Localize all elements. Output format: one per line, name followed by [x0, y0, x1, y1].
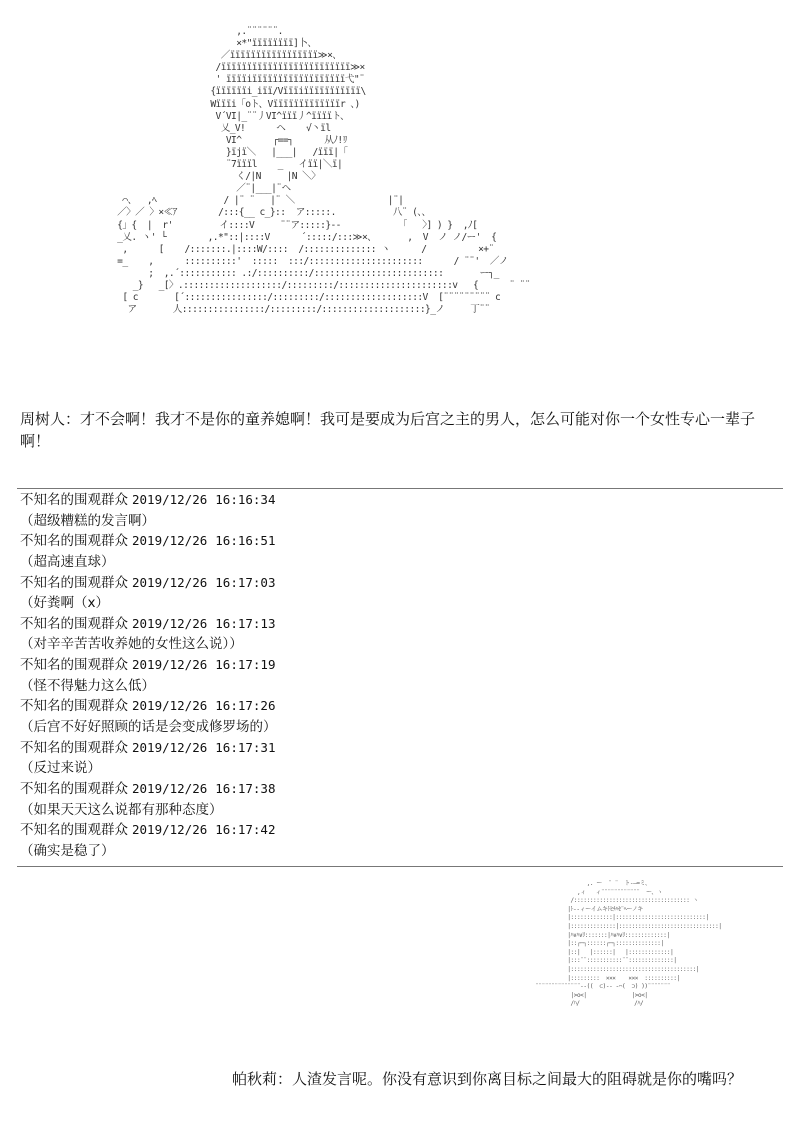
comment-item [20, 573, 780, 614]
comment-item [20, 614, 780, 655]
comment-date: 2019/12/26 [132, 657, 208, 673]
comment-username: 不知名的围观群众 [20, 822, 128, 839]
comment-date: 2019/12/26 [132, 698, 208, 714]
comment-time: 16:17:42 [215, 822, 276, 838]
comment-date: 2019/12/26 [132, 492, 208, 507]
comment-username: 不知名的围观群众 [20, 615, 128, 632]
comment-header [20, 655, 780, 676]
comment-time: 16:17:26 [215, 698, 276, 714]
comment-time: 16:17:31 [215, 739, 276, 755]
comment-date: 2019/12/26 [132, 533, 208, 549]
patchouli-ascii-art: ,. ー ¨ ¨ ト-―=ミ、 ,ィ ィ¨¨¨¨¨¨¨¨¨¨¨¨ ー、ヽ /:::::::::::::::::::::::::::::::::::: ヽ |ﾄ--ィーイムキﾄﾋﾁﾊｾ¨ﾍーノキ |:::::::::::::|::::::::::::::::::::::::::::| |::::::::::::::|:::::::::::::::::::::::::::::::| |ﾊ∨ﾊ∨ﾘ:::::::|ﾊ∨ﾊ∨ﾘ:::::::::::::| |::┌─┐::::::┌─┐::::::::::::::| |::| |::::::| |:::::::::::::| |:::¨¨:::::::::::¨¨::::::::::::::| |:::::::::::::::::::::::::::::::::::::::| |::::::::: ××× ××× ::::::::::| ¨¨¨¨¨¨¨¨¨¨¨¨¨¨--(( ⊂)-- -⌒( ⊃) ))¨¨¨¨¨¨¨ |>o<| |>o<| /ﾊ/ /ﾊ/ [535, 880, 722, 1008]
comment-username: 不知名的围观群众 [20, 739, 128, 756]
comment-username: 不知名的围观群众 [20, 698, 128, 715]
comment-username: 不知名的围观群众 [20, 574, 128, 591]
comment-text: （如果天天这么说都有那种态度） [20, 801, 223, 818]
comment-header [20, 820, 780, 841]
comment-text: （好粪啊（x） [20, 595, 109, 612]
audience-comment-list [20, 490, 780, 862]
comment-username: 不知名的围观群众 [20, 781, 128, 798]
comment-time: 16:17:38 [215, 781, 276, 797]
comment-username: 不知名的围观群众 [20, 533, 128, 550]
comment-item [20, 490, 780, 531]
comment-time: 16:17:19 [215, 657, 276, 673]
comment-date: 2019/12/26 [132, 574, 208, 590]
comment-header [20, 779, 780, 800]
comment-time: 16:16:51 [215, 533, 276, 549]
comment-header [20, 531, 780, 552]
comment-section-top-divider [17, 488, 783, 489]
comment-item [20, 696, 780, 737]
comment-username: 不知名的围观群众 [20, 492, 128, 508]
comment-date: 2019/12/26 [132, 615, 208, 631]
comment-header [20, 490, 780, 511]
comment-item [20, 655, 780, 696]
comment-date: 2019/12/26 [132, 781, 208, 797]
comment-header [20, 696, 780, 717]
dialogue-zhou-shuren: 周树人：才不会啊！我才不是你的童养媳啊！我可是要成为后宫之主的男人，怎么可能对你一个女性专心一辈子啊！ [20, 410, 756, 450]
comment-header [20, 738, 780, 759]
comment-item [20, 738, 780, 779]
comment-header [20, 614, 780, 635]
comment-item [20, 531, 780, 572]
comment-item [20, 779, 780, 820]
comment-text: （反过来说） [20, 760, 101, 777]
comment-text: （怪不得魅力这么低） [20, 677, 155, 694]
comment-time: 16:17:03 [215, 574, 276, 590]
dialogue-patchouli: 帕秋莉：人渣发言呢。你没有意识到你离目标之间最大的阻碍就是你的嘴吗？ [232, 1070, 743, 1088]
comment-time: 16:17:13 [215, 615, 276, 631]
comment-text: （超高速直球） [20, 553, 115, 570]
comment-section-bottom-divider [17, 866, 783, 867]
comment-text: （确实是稳了） [20, 842, 115, 859]
comment-item [20, 820, 780, 861]
comment-username: 不知名的围观群众 [20, 657, 128, 674]
comment-text: （超级糟糕的发言啊） [20, 512, 155, 529]
comment-header [20, 573, 780, 594]
character-ascii-art: ,.¨¨¨¨¨¨. ×*"ïïïïïïïï]卜、 ／ïïïïïïïïïïïïïïïïï≫×、 /ïïïïïïïïïïïïïïïïïïïïïïïïï≫× ' ïïïïiïïïïïïïïïïïïïïïïïï弋"¨ {ïïïïïïi_iïï/Vïïïiïïïïïïïïïïï\ Wïïïi「oト、Vïïïïïïïïïïïïïr 、) V´VI|_¨¨丿VI^ïïï丿^ïïïïト、 乂_V! ヘ √丶ïl VI^ ┌==┐ 从ﾉ!ﾘ }ïjï＼ |___| /ïïï|「 ¨7ïïïl _ イïï|＼ï| く/|N |N ＼〉 ／¨|___|¨ヘ ⌒、 ,ﾍ / |¨ ¨ |¨ ＼ |¨| ／〉／ 〉×≪ｱ /:::{__ c_}:: ア:::::. 八¨ (、、 {」{ | r' イ::::V ¨¨ア:::::}-- 「 〉] ) } ,ﾉ[ _乂. ヽ' └ ,.*"::|::::V ´:::::/:::≫×、 , V ノ ノ/ー' { , [ /:::::::.|::::W/:::: /:::::::::::::: ヽ / ×+¨ =_ , ::::::::::' ::::: :::/:::::::::::::::::::::: / ¨¨' ／ノ ; ,.´::::::::::: .:/::::::::::/::::::::::::::::::::::::: ー┐_ _} _[〉.:::::::::::::::::::/:::::::::/::::::::::::::::::::::v { ¨ ¨¨ [ c [´::::::::::::::::/:::::::::/:::::::::::::::::::V [¨¨¨¨¨¨¨¨¨ c ア 人::::::::::::::::/:::::::::/::::::::::::::::::::}_ノ 丁¨¨ [117, 26, 530, 316]
comment-text: （对辛辛苦苦收养她的女性这么说）） [20, 636, 243, 653]
comment-date: 2019/12/26 [132, 822, 208, 838]
comment-time: 16:16:34 [215, 492, 276, 507]
comment-text: （后宫不好好照顾的话是会变成修罗场的） [20, 719, 277, 736]
comment-date: 2019/12/26 [132, 739, 208, 755]
